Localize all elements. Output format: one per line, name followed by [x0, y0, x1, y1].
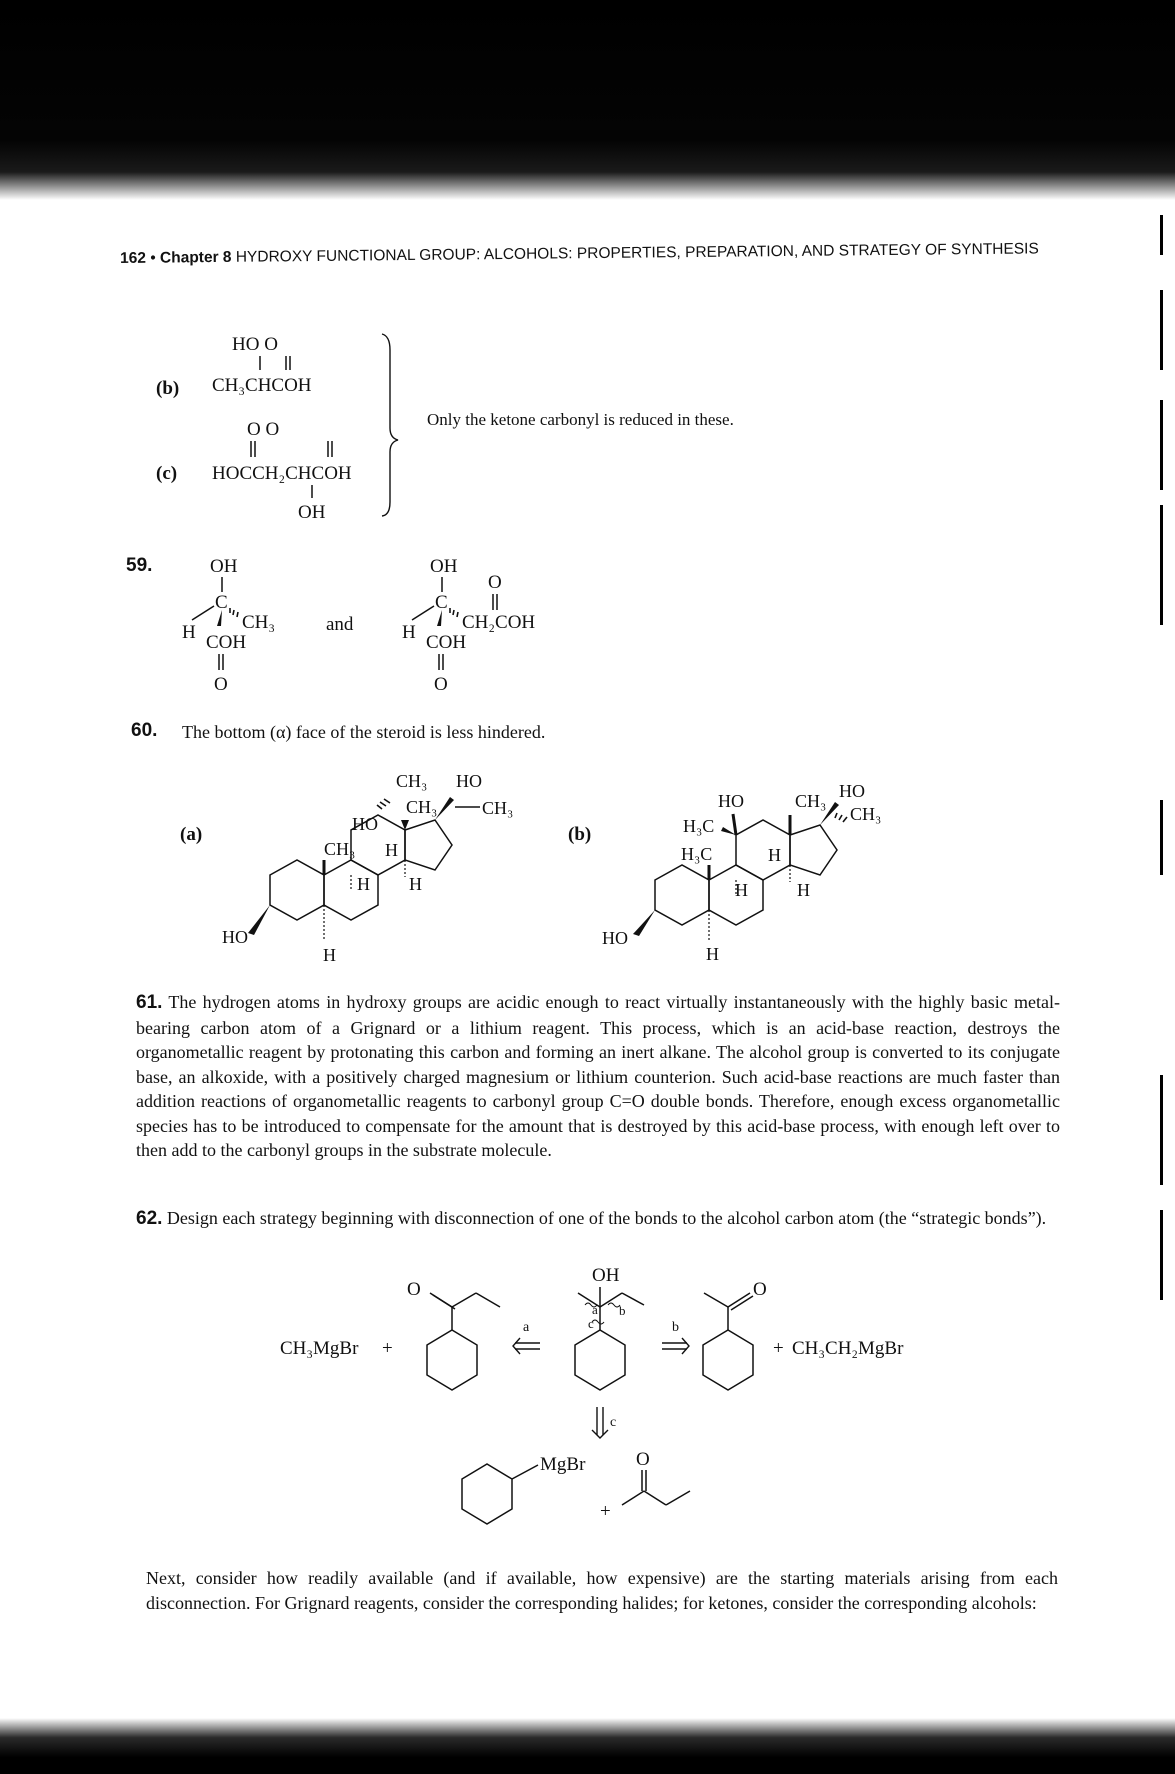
q58-c-top-label: O O	[247, 419, 280, 440]
q60-b-h3c-2: H₃C	[681, 844, 713, 864]
scan-top-shadow	[0, 0, 1175, 200]
q62-arrow-b-label: b	[672, 1320, 679, 1335]
q62-bond-b: b	[619, 1303, 626, 1318]
q60-a-label: (a)	[180, 824, 203, 845]
q59-number: 59.	[126, 555, 153, 576]
q61-text: The hydrogen atoms in hydroxy groups are acidic enough to react virtually instantaneously with the highly basic metal-bearing carbon atom of a Grignard or a lithium reagent. This process, which is an acid-base reaction, destroys the organometallic reagent by protonating this carbon and forming an inert alkane. The alcohol group is converted to its conjugate base, an alkoxide, with a positively charged magnesium or lithium counterion. Such acid-base reactions are much faster than addition reactions of organometallic reagents to carbonyl group C=O double bonds. Therefore, enough excess organometallic species has to be introduced to compensate for the amount that is destroyed by this acid-base process, with enough left over to then add to the carbonyl groups in the substrate molecule.	[136, 992, 1060, 1160]
q58-b-formula: CH₃CHCOH	[212, 375, 312, 396]
curly-brace	[382, 334, 398, 516]
q62-paragraph	[136, 1206, 1060, 1232]
q60-steroid-a	[160, 765, 540, 965]
q58-c-label: (c)	[156, 463, 178, 484]
edge-mark	[1160, 400, 1163, 490]
chapter-title: HYDROXY FUNCTIONAL GROUP: ALCOHOLS: PROPERTIES, PREPARATION, AND STRATEGY OF SYNTHESIS	[235, 240, 1039, 266]
q60-a-h1: H	[385, 840, 398, 860]
q59-right-coh: COH	[426, 632, 467, 653]
q60-b-ch3-right: CH₃	[850, 804, 882, 824]
q59-left-ch3: CH₃	[242, 612, 276, 633]
q60-b-h2: H	[735, 880, 748, 900]
q59-left-c: C	[215, 592, 228, 613]
q60-a-ch3-a: CH₃	[396, 771, 428, 791]
q62-o-bottom: O	[636, 1449, 650, 1470]
q60-a-ho-left: HO	[222, 927, 248, 947]
scan-bottom-shadow	[0, 1718, 1175, 1774]
q60-steroid-b	[545, 770, 945, 970]
q60-a-ho-top: HO	[352, 814, 378, 834]
q62-retrosynthesis	[270, 1265, 990, 1545]
q62-arrow-a-label: a	[523, 1320, 530, 1335]
q59-left-h: H	[182, 622, 196, 643]
edge-mark	[1160, 215, 1163, 255]
q59-left-oh: OH	[210, 556, 238, 577]
q59-right-o: O	[434, 674, 448, 695]
q60-a-h4: H	[323, 945, 336, 965]
edge-mark	[1160, 1210, 1163, 1300]
q59-left-o: O	[214, 674, 228, 695]
q59-right-c: C	[435, 592, 448, 613]
q60-a-ch3-right: CH₃	[482, 798, 514, 818]
q60-b-ho-right: HO	[839, 781, 865, 801]
q58-c-formula: HOCCH₂CHCOH	[212, 463, 352, 484]
q62-mgbr: MgBr	[540, 1454, 586, 1475]
q60-b-h3c-1: H₃C	[683, 816, 715, 836]
q61-paragraph	[136, 990, 1060, 1163]
q62-right-reagent: CH₃CH₂MgBr	[792, 1338, 904, 1359]
q58-c-oh: OH	[298, 502, 326, 523]
q60-b-label: (b)	[568, 824, 592, 845]
q62-plus-2: +	[773, 1338, 784, 1359]
q59-left-coh: COH	[206, 632, 247, 653]
q60-a-h3: H	[409, 874, 422, 894]
page-header: 162 • Chapter 8 HYDROXY FUNCTIONAL GROUP: ALCOHOLS: PROPERTIES, PREPARATION, AND STRATEGY OF SYNTHESIS	[120, 240, 1039, 267]
q59-structures	[170, 550, 620, 700]
edge-mark	[1160, 290, 1163, 370]
edge-mark	[1160, 505, 1163, 625]
q60-b-ch3: CH₃	[795, 791, 827, 811]
q62-plus-1: +	[382, 1338, 393, 1359]
q62-plus-3: +	[600, 1501, 611, 1522]
q58-b-top-label: HO O	[232, 334, 278, 355]
q62-o-left: O	[407, 1279, 421, 1300]
q59-right-o-top: O	[488, 572, 502, 593]
q60-a-ho-right: HO	[456, 771, 482, 791]
q60-b-h4: H	[706, 944, 719, 964]
q60-b-ho: HO	[718, 791, 744, 811]
q59-right-h: H	[402, 622, 416, 643]
q62-left-reagent: CH₃MgBr	[280, 1338, 359, 1359]
q59-right-sub: CH₂COH	[462, 612, 536, 633]
q60-text: The bottom (α) face of the steroid is less hindered.	[182, 722, 546, 742]
q59-and: and	[326, 614, 354, 635]
q62-bond-a: a	[592, 1302, 598, 1317]
q60-number: 60.	[131, 720, 158, 741]
edge-mark	[1160, 1075, 1163, 1185]
q62-text: Design each strategy beginning with disconnection of one of the bonds to the alcohol carbon atom (the “strategic bonds”).	[166, 1208, 1047, 1228]
q60-b-ho-left: HO	[602, 928, 628, 948]
q58-b-label: (b)	[156, 378, 180, 399]
q60-a-h2: H	[357, 874, 370, 894]
q62-arrow-c-label: c	[610, 1415, 617, 1430]
q60-a-ch3-b: CH₃	[406, 797, 438, 817]
q59-right-oh: OH	[430, 556, 458, 577]
q62-oh: OH	[592, 1265, 620, 1286]
q62-bond-c: c	[588, 1316, 594, 1331]
q62-o-right: O	[753, 1279, 767, 1300]
q60-b-h1: H	[768, 845, 781, 865]
page-number: 162	[120, 249, 147, 267]
q62-number: 62.	[136, 1208, 163, 1229]
q58-note: Only the ketone carbonyl is reduced in these.	[427, 410, 734, 429]
q61-number: 61.	[136, 992, 163, 1013]
edge-mark	[1160, 800, 1163, 875]
q62-next-paragraph: Next, consider how readily available (and if available, how expensive) are the starting materials arising from each disconnection. For Grignard reagents, consider the corresponding halides; for ketones, consider the corresponding alcohols:	[146, 1568, 1058, 1613]
q60-a-ch3-mid: CH₃	[324, 839, 356, 859]
q60-b-h3: H	[797, 880, 810, 900]
chapter-label: Chapter 8	[159, 248, 232, 267]
